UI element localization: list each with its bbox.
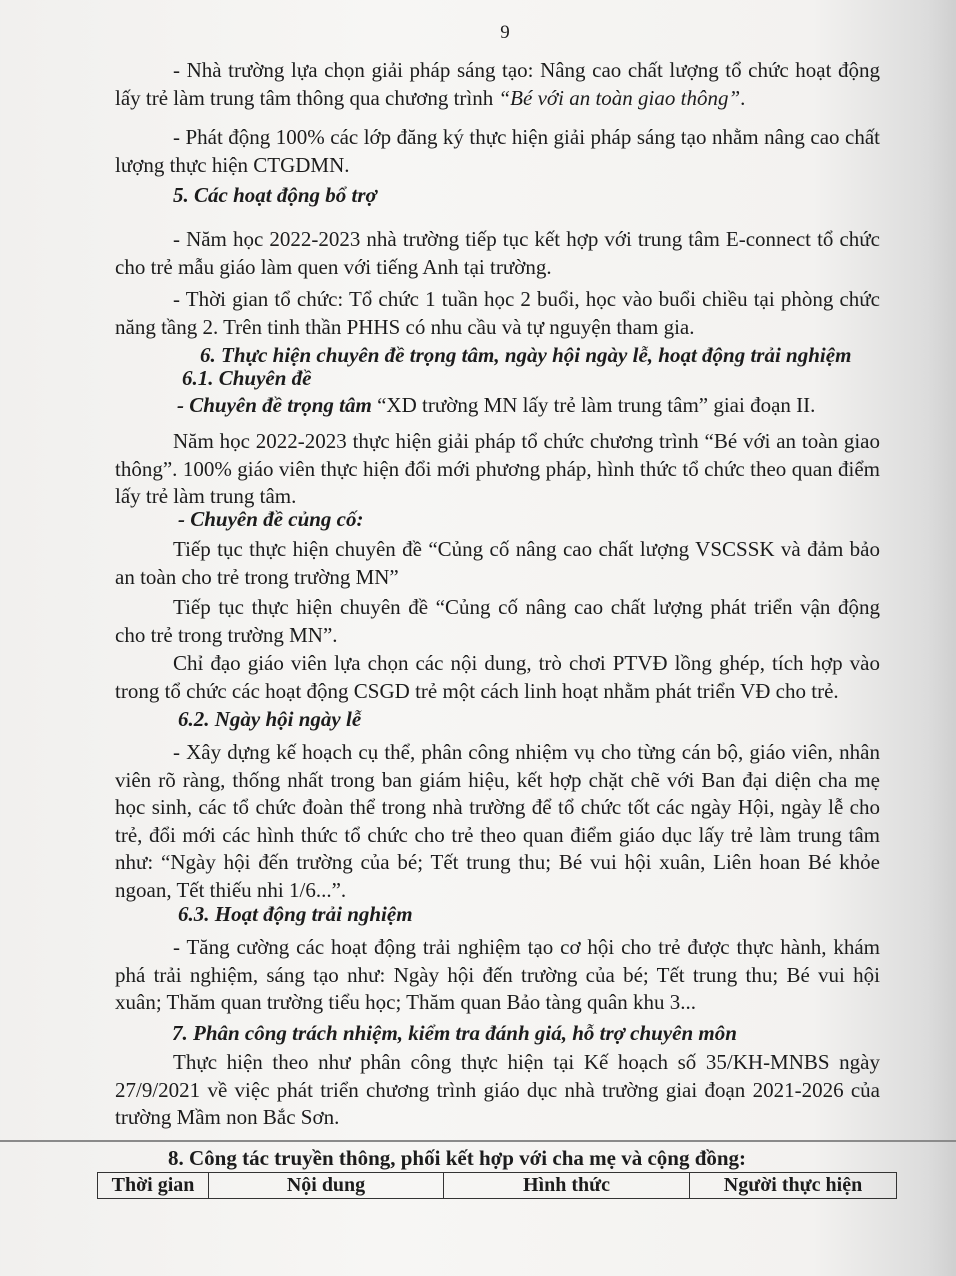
key-topic-label: - Chuyên đề trọng tâm [177, 393, 372, 417]
heading-section-8: 8. Công tác truyền thông, phối kết hợp với cha mẹ và cộng đồng: [168, 1146, 747, 1170]
column-header: Nội dung [209, 1173, 444, 1199]
paragraph-key-topic [115, 392, 880, 420]
paragraph-assignment: Thực hiện theo như phân công thực hiện tại Kế hoạch số 35/KH-MNBS ngày 27/9/2021 về việc phát triển chương trình giáo dục nhà trường giai đoạn 2021-2026 của trường Mầm non Bắc Sơn. [115, 1050, 880, 1129]
paragraph-schedule: - Thời gian tổ chức: Tổ chức 1 tuần học 2 buổi, học vào buổi chiều tại phòng chức năng tầng 2. Trên tinh thần PHHS có nhu cầu và tự nguyện tham gia. [115, 287, 880, 339]
heading-section-5: 5. Các hoạt động bổ trợ [173, 183, 377, 207]
page-number: 9 [500, 22, 510, 43]
heading-section-7: 7. Phân công trách nhiệm, kiểm tra đánh giá, hỗ trợ chuyên môn [172, 1021, 737, 1045]
column-header: Hình thức [444, 1173, 690, 1199]
paragraph-text: “XD trường MN lấy trẻ làm trung tâm” giai đoạn II. [371, 393, 816, 417]
paragraph-launch: - Phát động 100% các lớp đăng ký thực hiện giải pháp sáng tạo nhằm nâng cao chất lượng thực hiện CTGDMN. [115, 125, 880, 177]
program-name: “Bé với an toàn giao thông” [498, 85, 741, 110]
communication-table [97, 1172, 897, 1199]
heading-section-6-1: 6.1. Chuyên đề [182, 366, 312, 390]
paragraph-text: . [740, 85, 746, 110]
paragraph-festivals: - Xây dựng kế hoạch cụ thể, phân công nhiệm vụ cho từng cán bộ, giáo viên, nhân viên rõ ràng, thống nhất trong ban giám hiệu, kết hợp chặt chẽ với Ban đại diện cha mẹ học sinh, các tổ chức đoàn thể trong nhà trường để tổ chức tốt các ngày Hội, ngày lễ cho trẻ, đổi mới các hình thức tổ chức cho trẻ theo quan điểm giáo dục lấy trẻ làm trung tâm như: “Ngày hội đến trường của bé; Tết trung thu; Bé vui hội xuân, Liên hoan Bé khỏe ngoan, Tết thiếu nhi 1/6...”. [115, 740, 880, 902]
fold-line [0, 1140, 956, 1142]
paragraph-traffic-program: Năm học 2022-2023 thực hiện giải pháp tổ chức chương trình “Bé với an toàn giao thông”. 100% giáo viên thực hiện đổi mới phương pháp, hình thức tổ chức theo quan điểm lấy trẻ làm trung tâm. [115, 429, 880, 508]
heading-consolidation: - Chuyên đề củng cố: [178, 507, 364, 531]
paragraph-creative-solution [115, 57, 880, 112]
paragraph-vscssk: Tiếp tục thực hiện chuyên đề “Củng cố nâng cao chất lượng VSCSSK và đảm bảo an toàn cho trẻ trong trường MN” [115, 537, 880, 589]
column-header: Thời gian [98, 1173, 209, 1199]
paragraph-motor-development: Tiếp tục thực hiện chuyên đề “Củng cố nâng cao chất lượng phát triển vận động cho trẻ trong trường MN”. [115, 595, 880, 647]
heading-section-6-2: 6.2. Ngày hội ngày lễ [178, 707, 362, 731]
paragraph-ptvd: Chỉ đạo giáo viên lựa chọn các nội dung, trò chơi PTVĐ lồng ghép, tích hợp vào trong tổ chức các hoạt động CSGD trẻ một cách linh hoạt nhằm phát triển VĐ cho trẻ. [115, 651, 880, 703]
paragraph-text: - Nhà trường lựa chọn giải pháp sáng tạo: Nâng cao chất lượng tổ chức hoạt động lấy trẻ làm trung tâm thông qua chương trình [115, 58, 880, 110]
heading-section-6: 6. Thực hiện chuyên đề trọng tâm, ngày hội ngày lễ, hoạt động trải nghiệm [200, 343, 852, 367]
paragraph-econnect: - Năm học 2022-2023 nhà trường tiếp tục kết hợp với trung tâm E-connect tổ chức cho trẻ mẫu giáo làm quen với tiếng Anh tại trường. [115, 227, 880, 279]
paragraph-experiences: - Tăng cường các hoạt động trải nghiệm tạo cơ hội cho trẻ được thực hành, khám phá trải nghiệm, sáng tạo như: Ngày hội đến trường của bé; Tết trung thu; Bé vui hội xuân; Thăm quan trường tiểu học; Thăm quan Bảo tàng quân khu 3... [115, 935, 880, 1014]
column-header: Người thực hiện [690, 1173, 897, 1199]
table-header-row [98, 1173, 897, 1199]
heading-section-6-3: 6.3. Hoạt động trải nghiệm [178, 902, 413, 926]
